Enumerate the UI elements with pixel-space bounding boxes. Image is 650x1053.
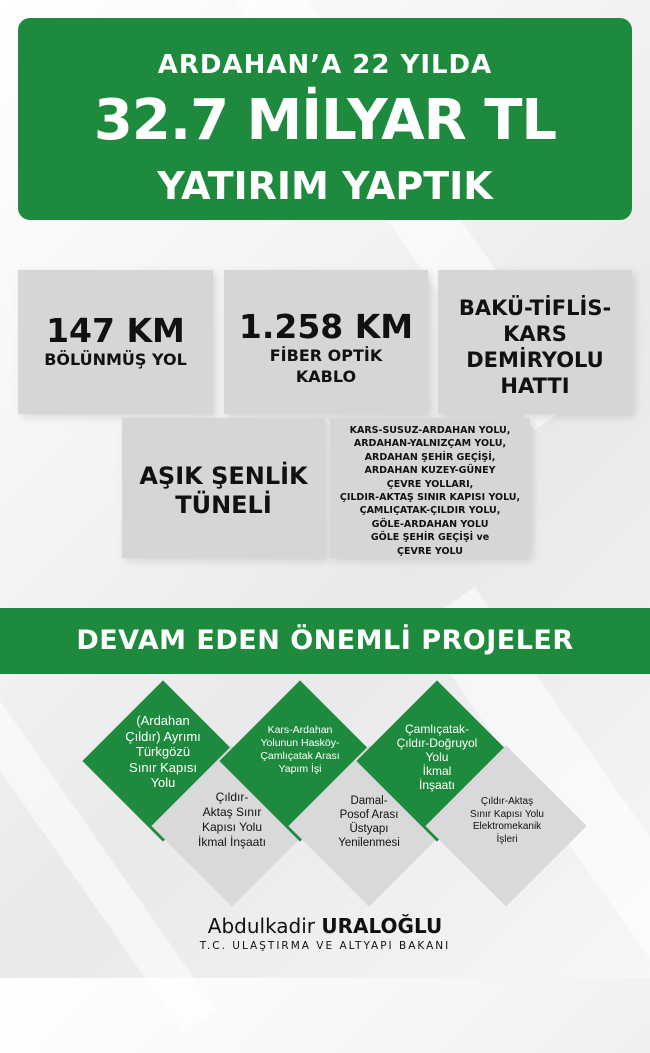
roads-list-item: ÇEVRE YOLLARI,: [386, 478, 474, 490]
project-line: Aktaş Sınır: [202, 805, 262, 819]
rail-line-3: DEMİRYOLU: [466, 348, 604, 372]
project-line: Çıldır) Ayrımı: [125, 728, 201, 744]
project-text-3: [387, 722, 487, 792]
road-value: 147 KM: [46, 311, 185, 350]
project-line: (Ardahan: [136, 713, 190, 728]
rail-line-2: KARS: [503, 322, 567, 346]
project-line: Damal-: [350, 795, 388, 807]
project-line: Posof Arası: [339, 809, 399, 821]
header-line-2: 32.7 MİLYAR TL: [93, 88, 557, 153]
project-line: Çıldır-Doğruyol: [396, 736, 478, 750]
project-line: Yolunun Hasköy-: [260, 737, 340, 749]
project-text-5: [319, 794, 419, 850]
rail-line-4: HATTI: [500, 374, 570, 398]
signature-first-name: Abdulkadir: [207, 914, 316, 938]
project-text-6: [453, 796, 561, 846]
project-line: Üstyapı: [349, 823, 389, 835]
project-text-1: [113, 713, 213, 791]
signature-title: T.C. ULAŞTIRMA VE ALTYAPI BAKANI: [199, 940, 451, 952]
signature-name: [0, 914, 650, 938]
stat-box-tunnel: [122, 418, 325, 558]
project-line: Yenilenmesi: [338, 837, 400, 849]
tunnel-line-1: AŞIK ŞENLİK: [139, 462, 308, 490]
roads-list-item: KARS-SUSUZ-ARDAHAN YOLU,: [349, 425, 511, 436]
project-line: Çamlıçatak Arası: [260, 750, 340, 762]
project-line: Elektromekanik: [472, 821, 542, 832]
roads-list-item: ÇILDIR-AKTAŞ SINIR KAPISI YOLU,: [339, 492, 521, 504]
project-text-2: [250, 724, 350, 776]
header-line-1: ARDAHAN’A 22 YILDA: [157, 50, 493, 80]
project-line: İkmal İnşaatı: [197, 835, 267, 849]
fiber-label-2: KABLO: [295, 367, 357, 386]
stat-box-railway: [438, 270, 632, 414]
signature-last-name: URALOĞLU: [321, 914, 443, 938]
roads-list-item: GÖLE-ARDAHAN YOLU: [371, 518, 489, 530]
project-line: Türkgözü: [135, 744, 191, 759]
roads-list-item: ARDAHAN KUZEY-GÜNEY: [364, 465, 496, 477]
project-line: Sınır Kapısı Yolu: [470, 808, 544, 820]
header-banner: [18, 18, 632, 220]
rail-line-1: BAKÜ-TİFLİS-: [458, 296, 612, 320]
project-line: İşleri: [496, 833, 518, 845]
projects-title-band: DEVAM EDEN ÖNEMLİ PROJELER: [0, 608, 650, 674]
project-text-4: [182, 790, 282, 850]
project-line: Yapım İşi: [278, 763, 322, 775]
roads-list-item: ÇAMLIÇATAK-ÇILDIR YOLU,: [359, 505, 501, 517]
roads-list-item: ARDAHAN ŞEHİR GEÇİŞİ,: [364, 451, 496, 463]
roads-list-item: ÇEVRE YOLU: [397, 545, 463, 557]
project-line: Çıldır-: [215, 790, 249, 804]
project-line: Yolu: [150, 775, 176, 790]
project-line: Kars-Ardahan: [267, 724, 333, 736]
tunnel-line-2: TÜNELİ: [175, 491, 272, 519]
stat-box-roads-list: [330, 418, 530, 558]
header-line-3: YATIRIM YAPTIK: [157, 164, 493, 208]
roads-list-item: GÖLE ŞEHİR GEÇİŞİ ve: [370, 532, 490, 544]
project-line: İkmal: [422, 764, 452, 778]
road-label: BÖLÜNMÜŞ YOL: [44, 350, 187, 369]
project-line: Sınır Kapısı: [129, 759, 197, 775]
project-line: Çamlıçatak-: [404, 722, 469, 736]
stat-box-fiber: [224, 270, 428, 414]
fiber-label-1: FİBER OPTİK: [269, 346, 383, 365]
project-line: Kapısı Yolu: [201, 820, 263, 834]
stat-box-road: [18, 270, 213, 414]
fiber-value: 1.258 KM: [238, 307, 414, 346]
project-line: Çıldır-Aktaş: [480, 796, 534, 807]
project-line: İnşaatı: [418, 778, 456, 792]
roads-list-item: ARDAHAN-YALNIZÇAM YOLU,: [353, 438, 507, 450]
project-line: Yolu: [425, 750, 449, 764]
